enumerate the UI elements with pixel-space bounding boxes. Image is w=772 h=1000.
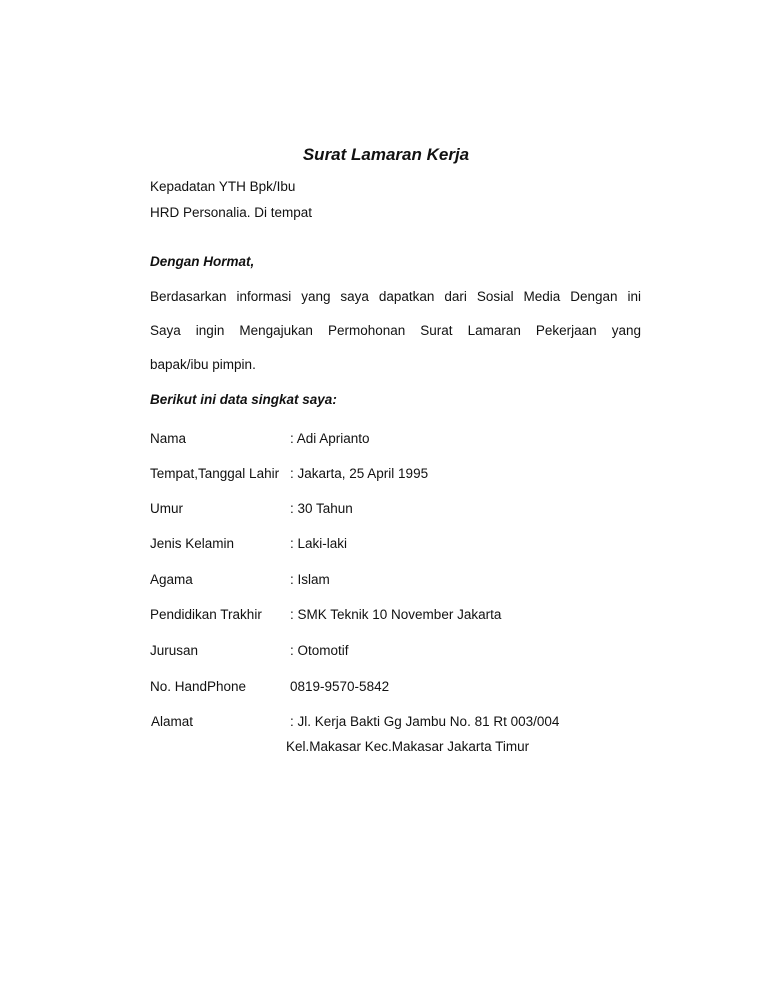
field-label-jurusan: Jurusan [150,643,199,658]
field-value-pendidikan: : SMK Teknik 10 November Jakarta [290,607,502,622]
field-label-handphone: No. HandPhone [150,679,247,694]
body-line-1: Berdasarkan informasi yang saya dapatkan dari Sosial Media Dengan ini [150,289,641,304]
body-line-2: Saya ingin Mengajukan Permohonan Surat Lamaran Pekerjaan yang [150,323,641,338]
field-label-pendidikan: Pendidikan Trakhir [150,607,262,622]
field-label-alamat: Alamat [151,714,194,729]
field-value-jurusan: : Otomotif [290,643,349,658]
recipient-line-1: Kepadatan YTH Bpk/Ibu [150,179,296,194]
field-label-nama: Nama [150,431,187,446]
field-value-ttl: : Jakarta, 25 April 1995 [290,466,429,481]
field-value-nama: : Adi Aprianto [290,431,370,446]
recipient-line-2: HRD Personalia. Di tempat [150,205,313,220]
greeting: Dengan Hormat, [150,254,255,269]
field-label-agama: Agama [150,572,193,587]
field-value-umur: : 30 Tahun [290,501,353,516]
body-line-3: bapak/ibu pimpin. [150,357,256,372]
field-label-umur: Umur [150,501,183,516]
field-value-alamat-line-1: : Jl. Kerja Bakti Gg Jambu No. 81 Rt 003/004 [290,714,560,729]
field-label-ttl: Tempat,Tanggal Lahir [150,466,280,481]
field-label-jenis-kelamin: Jenis Kelamin [150,536,235,551]
field-value-jenis-kelamin: : Laki-laki [290,536,348,551]
letter-title: Surat Lamaran Kerja [302,145,470,164]
field-value-alamat-line-2: Kel.Makasar Kec.Makasar Jakarta Timur [286,739,530,754]
field-value-agama: : Islam [290,572,330,587]
field-value-handphone: 0819-9570-5842 [290,679,390,694]
data-heading: Berikut ini data singkat saya: [150,392,337,407]
